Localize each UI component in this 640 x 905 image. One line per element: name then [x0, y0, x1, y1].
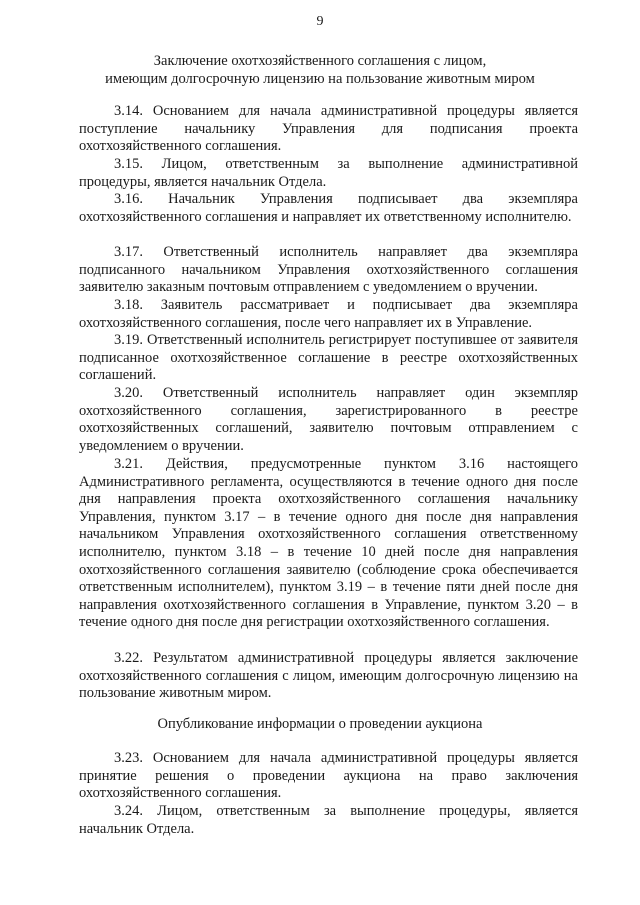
paragraph-number: 3.15.	[114, 156, 143, 172]
section-heading-agreement	[60, 52, 580, 88]
paragraph-number: 3.17.	[114, 244, 143, 260]
paragraph-3-24	[79, 803, 578, 838]
paragraph-text: Начальник Управления подписывает два экземпляра охотхозяйственного соглашения и направляет их ответственному исполнителю.	[79, 191, 578, 225]
section-heading-line-1: Заключение охотхозяйственного соглашения с лицом,	[153, 53, 487, 69]
section-heading-line: Опубликование информации о проведении аукциона	[157, 716, 483, 732]
paragraph-text: Основанием для начала административной процедуры является принятие решения о проведении аукциона на право заключения охотхозяйственного соглашения.	[79, 750, 578, 802]
paragraph-3-21	[79, 456, 578, 632]
paragraph-number: 3.23.	[114, 750, 143, 766]
paragraph-3-19	[79, 332, 578, 385]
paragraph-3-16	[79, 191, 578, 226]
paragraph-number: 3.18.	[114, 297, 143, 313]
paragraph-3-17	[79, 244, 578, 297]
paragraph-number: 3.16.	[114, 191, 143, 207]
paragraph-text: Ответственный исполнитель регистрирует поступившее от заявителя подписанное охотхозяйственное соглашение в реестре охотхозяйственных соглашений.	[79, 332, 579, 384]
paragraph-3-23	[79, 750, 578, 803]
paragraph-number: 3.20.	[114, 385, 143, 401]
paragraph-text: Ответственный исполнитель направляет два экземпляра подписанного начальником Управления охотхозяйственного соглашения заявителю заказным почтовым отправлением с уведомлением о вручении.	[79, 244, 579, 296]
paragraph-3-14	[79, 103, 578, 156]
paragraph-number: 3.14.	[114, 103, 143, 119]
paragraph-number: 3.21.	[114, 456, 143, 472]
paragraph-text: Заявитель рассматривает и подписывает два экземпляра охотхозяйственного соглашения, после чего направляет их в Управление.	[79, 297, 578, 331]
paragraph-text: Лицом, ответственным за выполнение административной процедуры, является начальник Отдела.	[79, 156, 579, 190]
paragraph-number: 3.19.	[114, 332, 143, 348]
paragraph-number: 3.24.	[114, 803, 143, 819]
paragraph-text: Ответственный исполнитель направляет один экземпляр охотхозяйственного соглашения, зарегистрированного в реестре охотхозяйственных соглашений, заявителю почтовым отправлением с уведомлением о вручении.	[79, 385, 579, 454]
section-heading-auction	[60, 715, 580, 733]
paragraph-3-18	[79, 297, 578, 332]
paragraph-text: Основанием для начала административной процедуры является поступление начальнику Управления для подписания проекта охотхозяйственного соглашения.	[79, 103, 578, 155]
paragraph-3-20	[79, 385, 578, 455]
paragraph-text: Действия, предусмотренные пунктом 3.16 настоящего Административного регламента, осуществляются в течение одного дня после дня направления проекта охотхозяйственного соглашения начальнику Управления, пунктом 3.17 – в течение одного дня после дня направления начальником Управления охотхозяйственного соглашения ответственному исполнителю, пунктом 3.18 – в течение 10 дней после дня направления охотхозяйственного соглашения заявителю (соблюдение срока обеспечивается ответственным исполнителем), пунктом 3.19 – в течение пяти дней после дня направления охотхозяйственного соглашения в Управление, пунктом 3.20 – в течение одного дня после дня регистрации охотхозяйственного соглашения.	[79, 456, 578, 631]
paragraph-3-22	[79, 650, 578, 703]
section-heading-line-2: имеющим долгосрочную лицензию на пользование животным миром	[105, 71, 535, 87]
paragraph-3-15	[79, 156, 578, 191]
paragraph-text: Результатом административной процедуры является заключение охотхозяйственного соглашения с лицом, имеющим долгосрочную лицензию на пользование животным миром.	[79, 650, 579, 702]
paragraph-text: Лицом, ответственным за выполнение процедуры, является начальник Отдела.	[79, 803, 578, 837]
page-number: 9	[316, 14, 324, 29]
paragraph-number: 3.22.	[114, 650, 143, 666]
